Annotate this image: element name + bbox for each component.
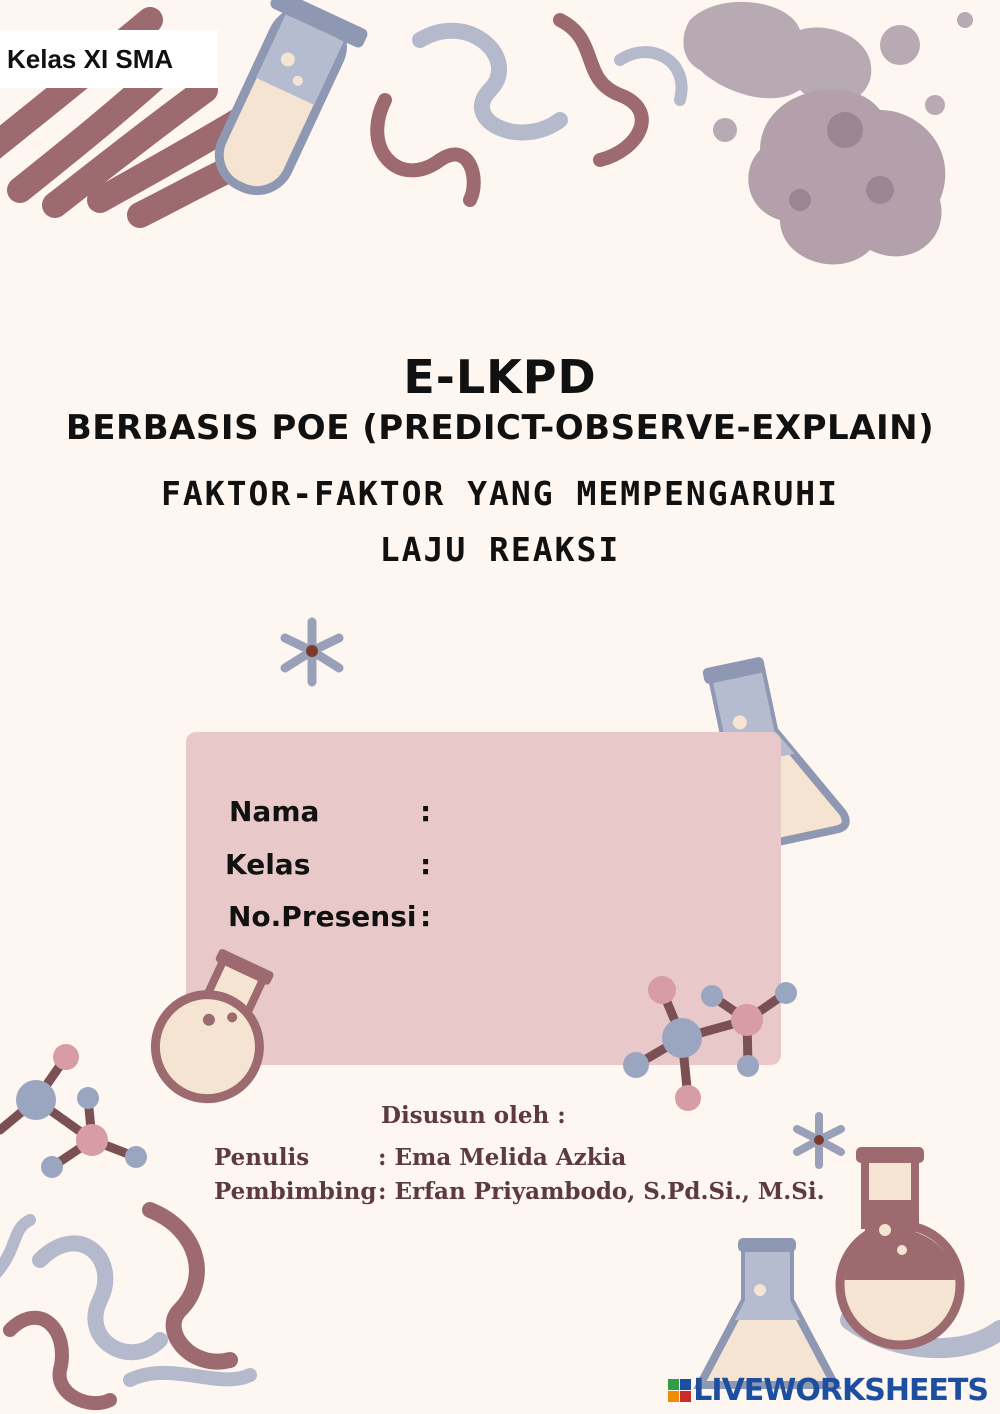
name-field-colon: : xyxy=(420,795,432,828)
attendance-field-label: No.Presensi xyxy=(228,900,417,933)
molecule-left-icon xyxy=(0,1044,147,1178)
author-name: : Ema Melida Azkia xyxy=(378,1144,627,1171)
author-label: Penulis xyxy=(214,1144,310,1171)
advisor-label: Pembimbing xyxy=(214,1178,377,1205)
grade-badge: Kelas XI SMA xyxy=(0,30,218,88)
liveworksheets-logo-icon xyxy=(667,1377,693,1405)
molecule-icon xyxy=(623,976,797,1111)
advisor-name: : Erfan Priyambodo, S.Pd.Si., M.Si. xyxy=(378,1178,825,1205)
topic-line-2: LAJU REAKSI xyxy=(379,530,621,569)
erlenmeyer-bottom-icon xyxy=(700,1238,835,1385)
watermark-text: LIVEWORKSHEETS xyxy=(693,1373,988,1408)
liveworksheets-watermark[interactable] xyxy=(667,1373,988,1408)
page-subtitle: BERBASIS POE (PREDICT-OBSERVE-EXPLAIN) xyxy=(65,408,935,448)
attendance-field-colon: : xyxy=(420,900,432,933)
round-flask-bottom-icon xyxy=(840,1147,1000,1348)
credits-heading: Disusun oleh : xyxy=(381,1102,566,1129)
class-field-colon: : xyxy=(420,848,432,881)
name-field-label: Nama xyxy=(229,795,320,828)
round-flask-icon xyxy=(138,939,294,1116)
topic-line-1: FAKTOR-FAKTOR YANG MEMPENGARUHI xyxy=(161,474,839,513)
squiggle-bottom-decoration xyxy=(0,1210,250,1403)
virus-small-icon xyxy=(797,1116,841,1165)
class-field-label: Kelas xyxy=(225,848,311,881)
page-title: E-LKPD xyxy=(403,350,597,404)
